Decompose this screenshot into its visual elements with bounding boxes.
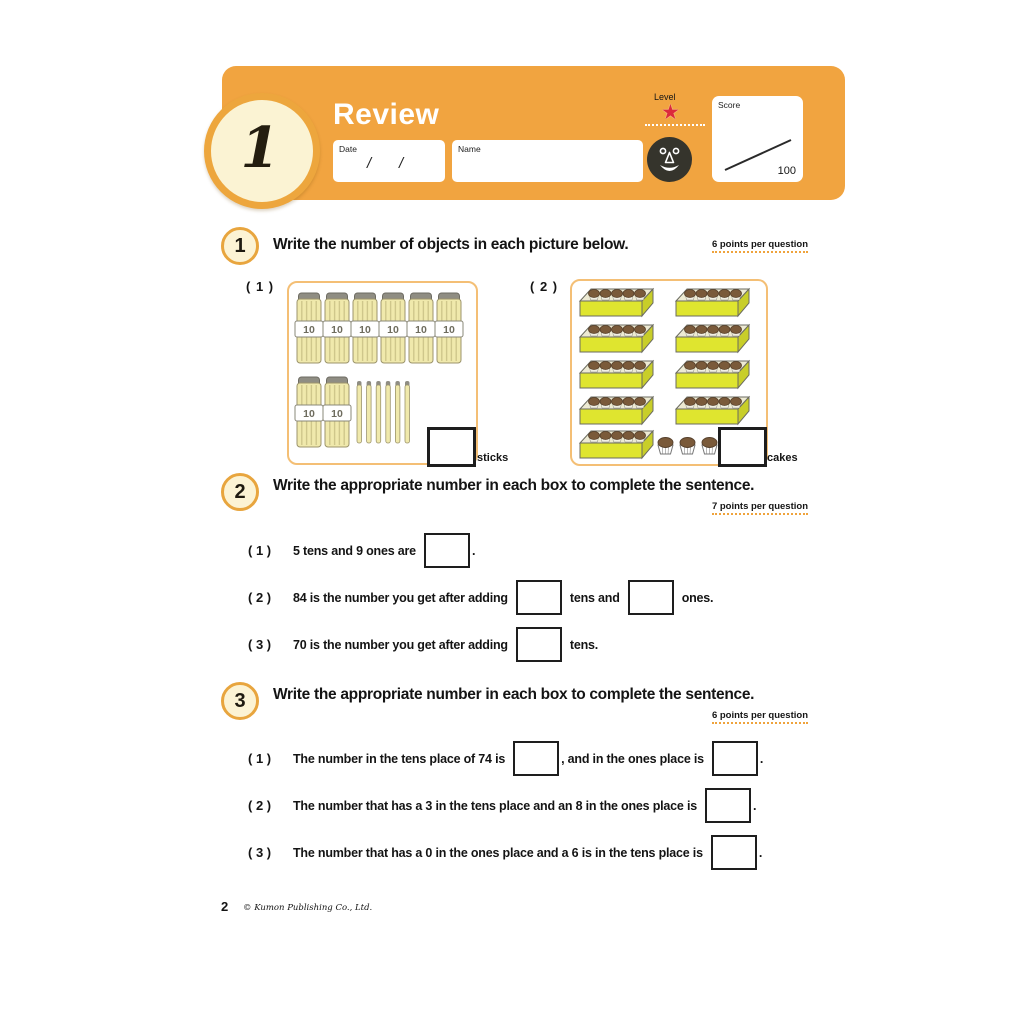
chapter-badge <box>204 93 320 209</box>
section-2-items <box>248 533 713 662</box>
item-number: ( 2 ) <box>248 798 272 813</box>
bundle-ten-label: 10 <box>443 324 455 336</box>
date-field[interactable] <box>333 140 445 182</box>
item-text: ones. <box>681 590 714 605</box>
answer-box[interactable] <box>705 788 751 823</box>
answer-box[interactable] <box>516 627 562 662</box>
picture-2-label: ( 2 ) <box>530 279 559 294</box>
item-number: ( 2 ) <box>248 590 272 605</box>
picture-1-label: ( 1 ) <box>246 279 275 294</box>
item-text: tens and <box>569 590 620 605</box>
question-item <box>248 741 763 776</box>
section-3-items <box>248 741 763 870</box>
section-2-points: 7 points per question <box>712 501 808 515</box>
bundle-ten-label: 10 <box>331 408 343 420</box>
item-number: ( 3 ) <box>248 845 272 860</box>
section-2-badge <box>221 473 259 511</box>
answer-box[interactable] <box>711 835 757 870</box>
answer-box[interactable] <box>513 741 559 776</box>
answer-box[interactable] <box>516 580 562 615</box>
section-3-prompt: Write the appropriate number in each box to complete the sentence. <box>273 686 755 703</box>
bundle-ten-label: 10 <box>303 324 315 336</box>
section-1-prompt: Write the number of objects in each picture below. <box>273 236 629 253</box>
cakes-unit-label: cakes <box>767 452 798 464</box>
item-number: ( 3 ) <box>248 637 272 652</box>
page-number: 2 <box>221 899 229 914</box>
item-number: ( 1 ) <box>248 543 272 558</box>
question-item <box>248 788 763 823</box>
answer-box[interactable] <box>628 580 674 615</box>
item-text: 70 is the number you get after adding <box>293 637 508 652</box>
item-text: The number that has a 3 in the tens place and an 8 in the ones place is <box>293 798 697 813</box>
section-number: 3 <box>234 689 246 712</box>
name-label: Name <box>458 144 481 154</box>
bundle-ten-label: 10 <box>387 324 399 336</box>
name-field[interactable] <box>452 140 643 182</box>
item-text: . <box>752 798 757 813</box>
section-3-badge <box>221 682 259 720</box>
date-slash: / <box>399 155 404 172</box>
item-text: . <box>471 543 476 558</box>
item-text: The number in the tens place of 74 is <box>293 751 506 766</box>
section-number: 1 <box>234 234 246 257</box>
kumon-face-graphic <box>647 137 692 182</box>
answer-box[interactable] <box>712 741 758 776</box>
item-text: 84 is the number you get after adding <box>293 590 508 605</box>
question-item <box>248 580 713 615</box>
score-label: Score <box>718 100 741 110</box>
date-label: Date <box>339 144 357 154</box>
bundle-ten-label: 10 <box>359 324 371 336</box>
bundle-ten-label: 10 <box>331 324 343 336</box>
item-text: The number that has a 0 in the ones place and a 6 is in the tens place is <box>293 845 703 860</box>
item-text: . <box>759 751 764 766</box>
question-item <box>248 533 713 568</box>
question-item <box>248 835 763 870</box>
section-number: 2 <box>234 480 246 503</box>
item-text: . <box>758 845 763 860</box>
item-text: , and in the ones place is <box>561 751 704 766</box>
level-dotted-line <box>645 124 705 126</box>
bundle-ten-label: 10 <box>415 324 427 336</box>
copyright-text: © Kumon Publishing Co., Ltd. <box>243 903 373 913</box>
star-icon: ★ <box>661 101 680 124</box>
item-number: ( 1 ) <box>248 751 272 766</box>
section-1-points: 6 points per question <box>712 239 808 253</box>
section-2-prompt: Write the appropriate number in each box to complete the sentence. <box>273 477 755 494</box>
score-max: 100 <box>777 165 796 177</box>
date-slash: / <box>367 155 372 172</box>
section-3-points: 6 points per question <box>712 710 808 724</box>
sticks-answer-box[interactable] <box>427 427 476 467</box>
answer-box[interactable] <box>424 533 470 568</box>
item-text: tens. <box>569 637 599 652</box>
section-1-badge <box>221 227 259 265</box>
level-label: Level <box>654 92 676 102</box>
kumon-face-icon <box>647 137 692 182</box>
cakes-answer-box[interactable] <box>718 427 767 467</box>
page-title: Review <box>333 98 440 131</box>
bundle-ten-label: 10 <box>303 408 315 420</box>
item-text: 5 tens and 9 ones are <box>293 543 416 558</box>
chapter-number: 1 <box>240 115 280 181</box>
score-field[interactable] <box>712 96 803 182</box>
question-item <box>248 627 713 662</box>
sticks-unit-label: sticks <box>477 452 509 464</box>
